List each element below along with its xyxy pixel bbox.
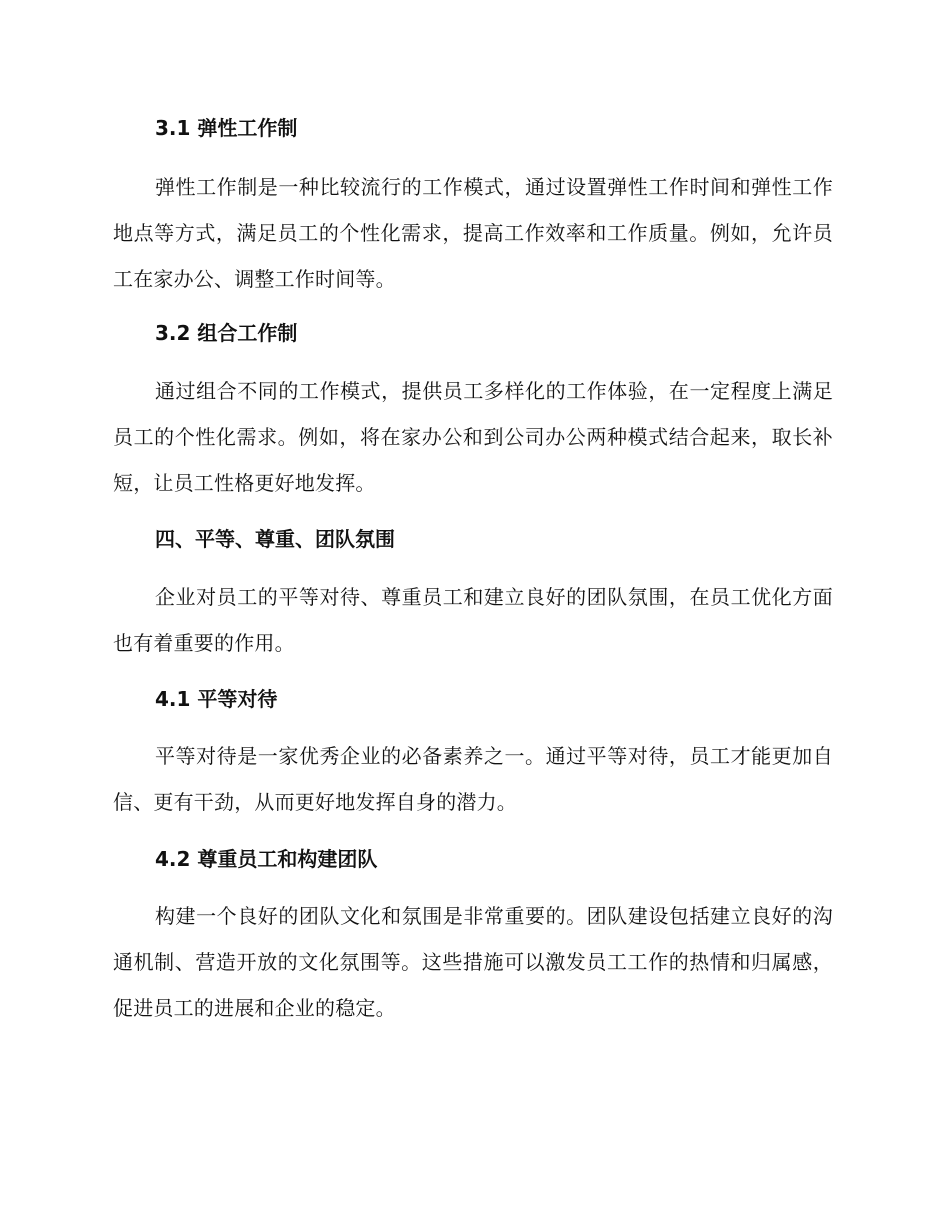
section-paragraph-4: 企业对员工的平等对待、尊重员工和建立良好的团队氛围，在员工优化方面也有着重要的作用。 xyxy=(113,585,833,655)
section-heading-4-1: 4.1 平等对待 xyxy=(155,687,278,711)
section-heading-3-1: 3.1 弹性工作制 xyxy=(155,116,298,140)
section-paragraph-3-2: 通过组合不同的工作模式，提供员工多样化的工作体验，在一定程度上满足员工的个性化需求。例如，将在家办公和到公司办公两种模式结合起来，取长补短，让员工性格更好地发挥。 xyxy=(113,379,833,495)
section-heading-4-2: 4.2 尊重员工和构建团队 xyxy=(155,847,378,871)
section-paragraph-4-2: 构建一个良好的团队文化和氛围是非常重要的。团队建设包括建立良好的沟通机制、营造开放的文化氛围等。这些措施可以激发员工工作的热情和归属感，促进员工的进展和企业的稳定。 xyxy=(113,904,833,1020)
section-paragraph-4-1: 平等对待是一家优秀企业的必备素养之一。通过平等对待，员工才能更加自信、更有干劲，从而更好地发挥自身的潜力。 xyxy=(113,744,833,814)
section-heading-4: 四、平等、尊重、团队氛围 xyxy=(155,527,395,551)
section-paragraph-3-1: 弹性工作制是一种比较流行的工作模式，通过设置弹性工作时间和弹性工作地点等方式，满足员工的个性化需求，提高工作效率和工作质量。例如，允许员工在家办公、调整工作时间等。 xyxy=(113,175,833,291)
section-heading-3-2: 3.2 组合工作制 xyxy=(155,321,298,345)
